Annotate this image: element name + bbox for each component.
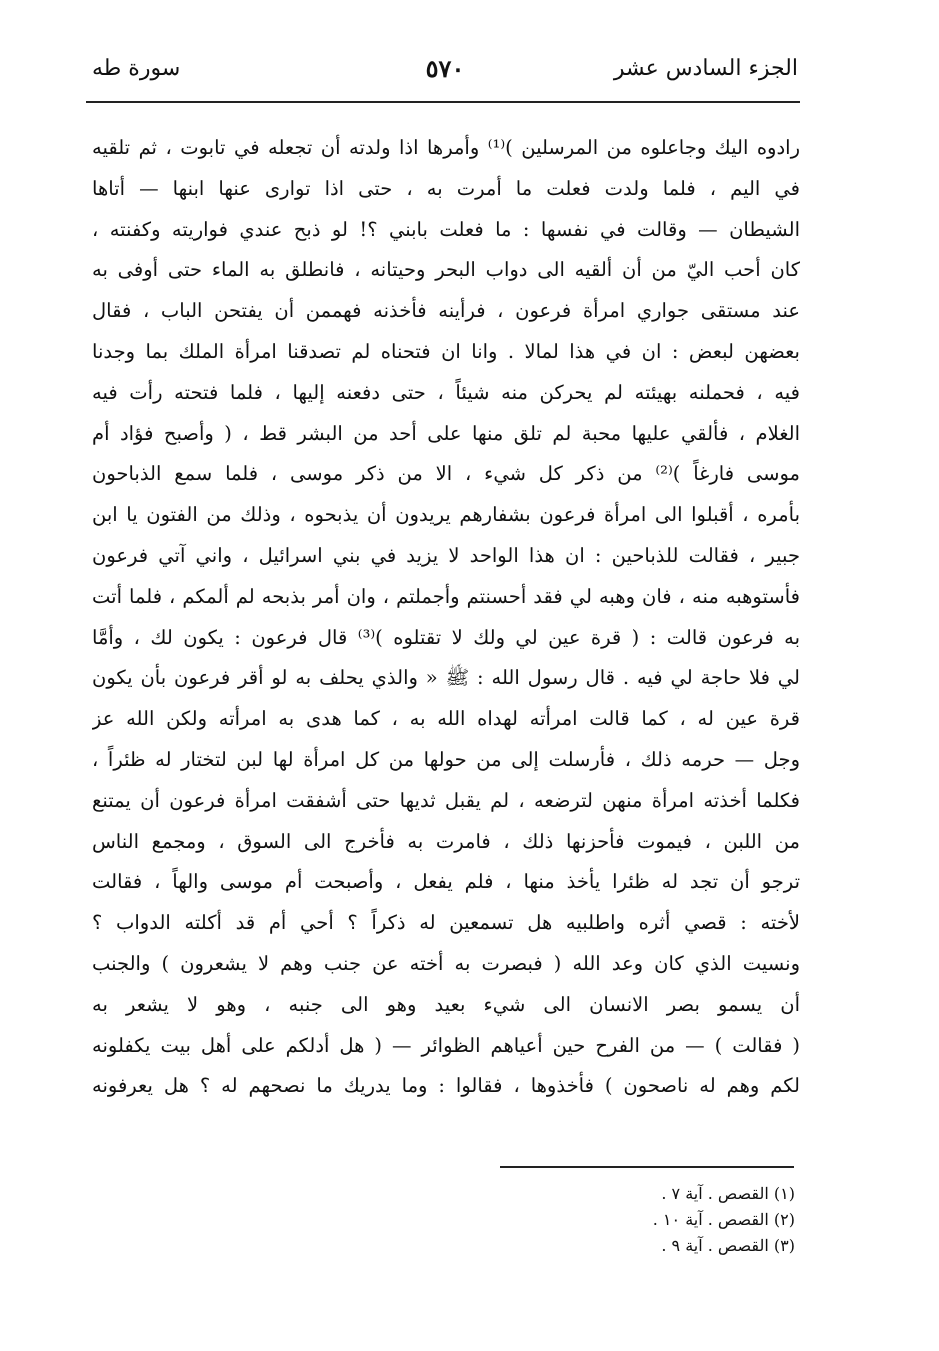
text-line: فأستوهبه منه ، فان وهبه لي فقد أحسنتم وأجملتم ، وان أمر بذبحه لم ألمكم ، فلما أتت [92, 584, 800, 608]
text-line: بأمره ، أقبلوا الى امرأة فرعون بشفارهم يريدون أن يذبحوه ، وذلك من الفتون يا ابن [92, 503, 800, 527]
main-text [92, 128, 800, 1107]
text-line: بعضهن لبعض : ان في هذا لمالا . وانا ان فتحناه لم تصدقنا امرأة الملك بما وجدنا [92, 339, 800, 363]
text-line: من اللبن ، فيموت فأحزنها ذلك ، فامرت به فأخرج الى السوق ، ومجمع الناس [92, 829, 800, 853]
text-line: رادوه اليك وجاعلوه من المرسلين )⁽¹⁾ وأمرها اذا ولدته أن تجعله في تابوت ، ثم تلقيه [92, 136, 800, 159]
text-line: جبير ، فقالت للذباحين : ان هذا الواحد لا يزيد في بني اسرائيل ، واني آتي فرعون [92, 543, 800, 567]
footnote: (١) القصص . آية ٧ . [661, 1184, 795, 1203]
text-line: لكم وهم له ناصحون ) فأخذوها ، فقالوا : وما يدريك ما نصحهم له ؟ هل يعرفونه [92, 1074, 800, 1098]
page-number: ٥٧٠ [425, 54, 465, 83]
footnote: (٢) القصص . آية ١٠ . [652, 1210, 795, 1229]
text-line: ( فقالت ) — من الفرح حين أعياهم الظوائر — ( هل أدلكم على أهل بيت يكفلونه [92, 1033, 800, 1057]
page-header [92, 52, 798, 92]
text-line: قرة عين له ، كما قالت امرأته لهداه الله به ، كما هدى به امرأته ولكن الله عز [92, 707, 800, 731]
text-line: الغلام ، فألقي عليها محبة لم تلق منها على أحد من البشر قط ، ( وأصبح فؤاد أم [92, 421, 800, 445]
surah-title: سورة طه [92, 56, 181, 81]
footnote-divider [500, 1166, 794, 1168]
text-line: به فرعون قالت : ( قرة عين لي ولك لا تقتلوه )⁽³⁾ قال فرعون : يكون لك ، وأمَّا [92, 625, 800, 649]
text-line: أن يسمو بصر الانسان الى شيء بعيد وهو الى جنبه ، وهو لا يشعر به [92, 992, 800, 1016]
text-line: الشيطان — وقالت في نفسها : ما فعلت بابني ؟! لو ذبح عندي فواريته وكفنته ، [92, 217, 800, 241]
footnote: (٣) القصص . آية ٩ . [661, 1236, 795, 1255]
part-title: الجزء السادس عشر [613, 56, 798, 81]
text-line: وجل — حرمه ذلك ، فأرسلت إلى من حولها من كل امرأة لها لبن لتختار له ظئراً ، [92, 747, 800, 771]
text-line: فيه ، فحملنه بهيئته لم يحركن منه شيئاً ، حتى دفعنه إليها ، فلما فتحته رأت فيه [92, 380, 800, 404]
text-line: موسى فارغاً )⁽²⁾ من ذكر كل شيء ، الا من ذكر موسى ، فلما سمع الذباحون [92, 462, 800, 486]
text-line: كان أحب اليّ من أن ألقيه الى دواب البحر وحيتانه ، فانطلق به الماء حتى أوفى به [92, 258, 800, 282]
text-line: في اليم ، فلما ولدت فعلت ما أمرت به ، حتى اذا توارى عنها ابنها — أتاها [92, 176, 800, 200]
text-line: عند مستقى جواري امرأة فرعون ، فرأينه فأخذنه فهممن أن يفتحن الباب ، فقال [92, 299, 800, 323]
text-line: ترجو أن تجد له ظئرا يأخذ منها ، فلم يفعل ، وأصبحت أم موسى والهاً ، فقالت [92, 870, 800, 894]
text-line: لأخته : قصي أثره واطلبيه هل تسمعين له ذكراً ؟ أحي أم قد أكلته الدواب ؟ [92, 911, 800, 935]
text-line: ونسيت الذي كان وعد الله ( فبصرت به أخته عن جنب وهم لا يشعرون ) والجنب [92, 951, 800, 975]
header-divider [86, 101, 800, 103]
text-line: فكلما أخذته امرأة منهن لترضعه ، لم يقبل ثديها حتى أشفقت امرأة فرعون أن يمتنع [92, 788, 800, 812]
text-line: لي فلا حاجة لي فيه . قال رسول الله : ﷺ « والذي يحلف به لو أقر فرعون بأن يكون [92, 666, 800, 690]
footnotes [653, 1181, 795, 1259]
